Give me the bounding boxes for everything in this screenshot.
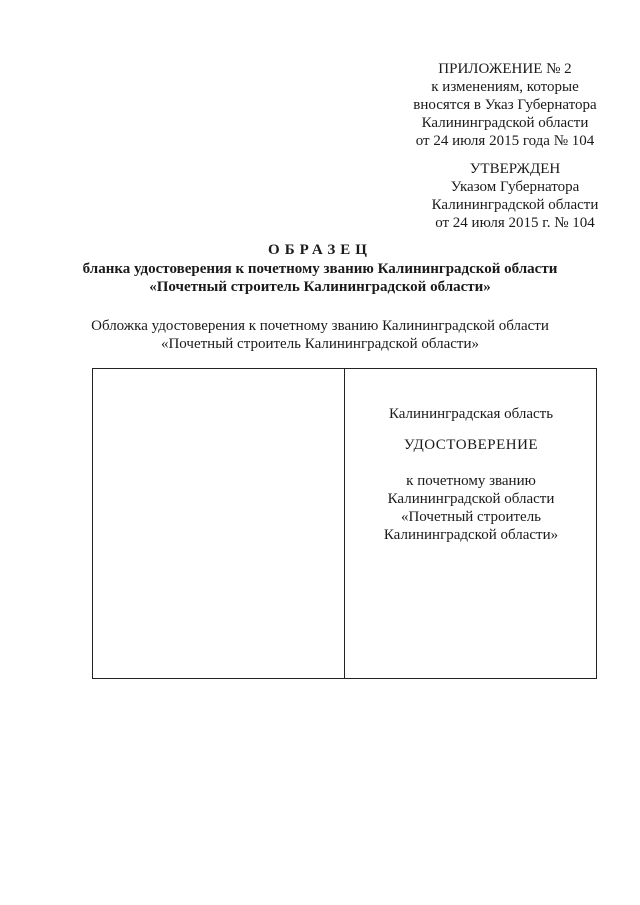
cover-back-panel — [93, 369, 345, 678]
title-line: «Почетный строитель Калининградской области» — [149, 279, 491, 295]
title-line: бланка удостоверения к почетному званию Калининградской области — [82, 261, 558, 277]
cover-front-panel — [345, 369, 597, 678]
document-title — [0, 240, 640, 296]
cover-caption — [0, 317, 640, 353]
approval-line: Указом Губернатора — [450, 179, 580, 195]
appendix-number: ПРИЛОЖЕНИЕ № 2 — [438, 61, 572, 77]
cover-frame — [92, 368, 597, 679]
cover-doc-title: УДОСТОВЕРЕНИЕ — [403, 437, 539, 453]
appendix-line: вносятся в Указ Губернатора — [413, 97, 597, 113]
cover-caption-line: «Почетный строитель Калининградской области» — [160, 336, 480, 352]
cover-dedication — [345, 472, 597, 544]
sample-heading: ОБРАЗЕЦ — [268, 242, 372, 258]
cover-caption-line: Обложка удостоверения к почетному званию Калининградской области — [91, 318, 549, 334]
approval-date: от 24 июля 2015 г. № 104 — [435, 215, 595, 231]
approval-line: Калининградской области — [431, 197, 599, 213]
appendix-date: от 24 июля 2015 года № 104 — [415, 133, 595, 149]
dedication-line: «Почетный строитель — [400, 509, 542, 525]
appendix-line: к изменениям, которые — [431, 79, 579, 95]
approval-heading: УТВЕРЖДЕН — [469, 161, 561, 177]
dedication-line: Калининградской области» — [383, 527, 559, 543]
approval-block — [420, 160, 610, 232]
dedication-line: Калининградской области — [387, 491, 555, 507]
cover-region: Калининградская область — [388, 406, 554, 422]
appendix-line: Калининградской области — [421, 115, 589, 131]
appendix-header — [390, 60, 620, 150]
dedication-line: к почетному званию — [406, 473, 536, 489]
